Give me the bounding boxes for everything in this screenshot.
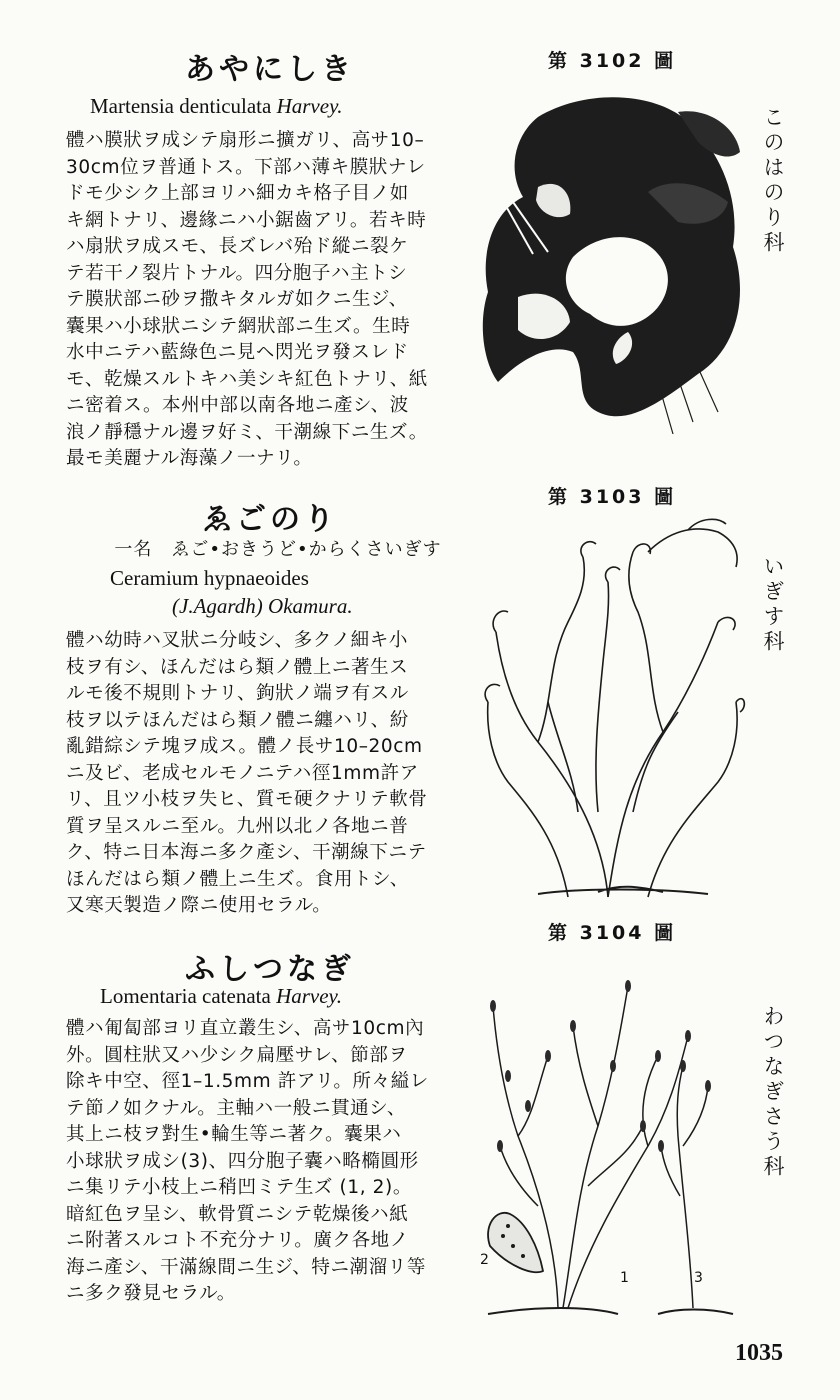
- description-line: 枝ヲ有シ、ほんだはら類ノ體上ニ著生ス: [66, 656, 409, 678]
- description-line: 浪ノ靜穩ナル邊ヲ好ミ、干潮線下ニ生ズ。: [66, 421, 428, 443]
- scientific-name-genus-species: Martensia denticulata: [90, 94, 272, 118]
- entry-title: ゑごのり: [202, 502, 338, 537]
- scientific-name-genus-species: Ceramium hypnaeoides: [110, 566, 309, 590]
- description-line: 最モ美麗ナル海藻ノ一ナリ。: [66, 448, 313, 469]
- family-label: いぎす科: [761, 555, 785, 655]
- seaweed-illustration-lomentaria: [478, 946, 750, 1326]
- seaweed-illustration-ceramium: [478, 512, 750, 902]
- figure-label: 第 3104 圖: [548, 922, 677, 944]
- scientific-name-genus-species: Lomentaria catenata: [100, 984, 271, 1008]
- description-line: 除キ中空、徑1–1.5mm 許アリ。所々縊レ: [66, 1071, 429, 1092]
- description-line: ニ密着ス。本州中部以南各地ニ產シ、波: [66, 395, 409, 416]
- description-line: ほんだはら類ノ體上ニ生ズ。食用トシ、: [66, 868, 409, 890]
- description-line: ドモ少シク上部ヨリハ細カキ格子目ノ如: [66, 183, 409, 204]
- description-line: 體ハ幼時ハ叉狀ニ分岐シ、多クノ細キ小: [66, 630, 408, 651]
- description-line: キ網トナリ、邊緣ニハ小鋸齒アリ。若キ時: [66, 209, 427, 231]
- alternate-names: 一名 ゑご•おきうど•からくさいぎす: [114, 539, 442, 560]
- illustration-label: 2: [480, 1252, 492, 1268]
- description-line: 又寒天製造ノ際ニ使用セラル。: [66, 895, 332, 916]
- description-line: テ節ノ如クナル。主軸ハ一般ニ貫通シ、: [66, 1097, 406, 1119]
- entry-description: [66, 128, 464, 473]
- description-line: ク、特ニ日本海ニ多ク產シ、干潮線下ニテ: [66, 842, 427, 863]
- entry-title: あやにしき: [185, 52, 355, 87]
- description-line: ニ集リテ小枝上ニ稍凹ミテ生ズ (1, 2)。: [66, 1177, 412, 1198]
- entry-description: [66, 628, 464, 920]
- description-line: 海ニ產シ、干滿線間ニ生ジ、特ニ潮溜リ等: [66, 1256, 426, 1278]
- description-line: ニ及ビ、老成セルモノニテハ徑1mm許ア: [66, 762, 419, 784]
- description-line: 亂錯綜シテ塊ヲ成ス。體ノ長サ10–20cm: [66, 736, 423, 757]
- scientific-name-author: Harvey.: [276, 94, 343, 118]
- figure-label: 第 3102 圖: [548, 50, 677, 72]
- scientific-name: [100, 984, 342, 1009]
- description-line: ニ附著スルコト不充分ナリ。廣ク各地ノ: [66, 1230, 409, 1251]
- figure-label: 第 3103 圖: [548, 486, 677, 508]
- description-line: 水中ニテハ藍綠色ニ見ヘ閃光ヲ發スレド: [66, 342, 409, 363]
- description-line: 暗紅色ヲ呈シ、軟骨質ニシテ乾燥後ハ紙: [66, 1203, 409, 1225]
- description-line: 其上ニ枝ヲ對生•輪生等ニ著ク。囊果ハ: [66, 1124, 402, 1145]
- description-line: 30cm位ヲ普通トス。下部ハ薄キ膜狀ナレ: [66, 156, 426, 178]
- page-number: 1035: [735, 1340, 783, 1366]
- description-line: 體ハ匍匐部ヨリ直立叢生シ、高サ10cm內: [66, 1018, 425, 1039]
- description-line: モ、乾燥スルトキハ美シキ紅色トナリ、紙: [66, 368, 428, 390]
- description-line: 囊果ハ小球狀ニシテ網狀部ニ生ズ。生時: [66, 315, 411, 337]
- description-line: 外。圓柱狀又ハ少シク扁壓サレ、節部ヲ: [66, 1044, 408, 1066]
- entry-description: [66, 1016, 464, 1308]
- illustration-label: 3: [694, 1270, 706, 1286]
- description-line: 質ヲ呈スルニ至ル。九州以北ノ各地ニ普: [66, 815, 409, 837]
- entry-title: ふしつなぎ: [185, 952, 355, 987]
- scientific-name: [110, 566, 309, 591]
- scientific-name-author: [172, 594, 353, 619]
- family-label: このはのり科: [761, 106, 785, 256]
- description-line: 體ハ膜狀ヲ成シテ扇形ニ擴ガリ、高サ10–: [66, 130, 425, 151]
- scientific-name: [90, 94, 343, 119]
- description-line: テ若干ノ裂片トナル。四分胞子ハ主トシ: [66, 262, 408, 284]
- description-line: 小球狀ヲ成シ(3)、四分胞子囊ハ略橢圓形: [66, 1150, 419, 1172]
- description-line: ハ扇狀ヲ成スモ、長ズレバ殆ド縱ニ裂ケ: [66, 236, 409, 257]
- family-label: わつなぎさう科: [761, 1005, 785, 1180]
- description-line: 枝ヲ以テほんだはら類ノ體ニ纏ハリ、紛: [66, 709, 409, 731]
- description-line: ルモ後不規則トナリ、鉤狀ノ端ヲ有スル: [66, 683, 409, 704]
- illustration-label: 1: [620, 1270, 632, 1286]
- seaweed-illustration-martensia: [478, 82, 750, 434]
- description-line: ニ多ク發見セラル。: [66, 1283, 236, 1304]
- description-line: テ膜狀部ニ砂ヲ撒キタルガ如クニ生ジ、: [66, 289, 408, 310]
- scientific-name-author: Harvey.: [276, 984, 342, 1008]
- scientific-name-author-text: (J.Agardh) Okamura.: [172, 594, 353, 618]
- description-line: リ、且ツ小枝ヲ失ヒ、質モ硬クナリテ軟骨: [66, 789, 428, 810]
